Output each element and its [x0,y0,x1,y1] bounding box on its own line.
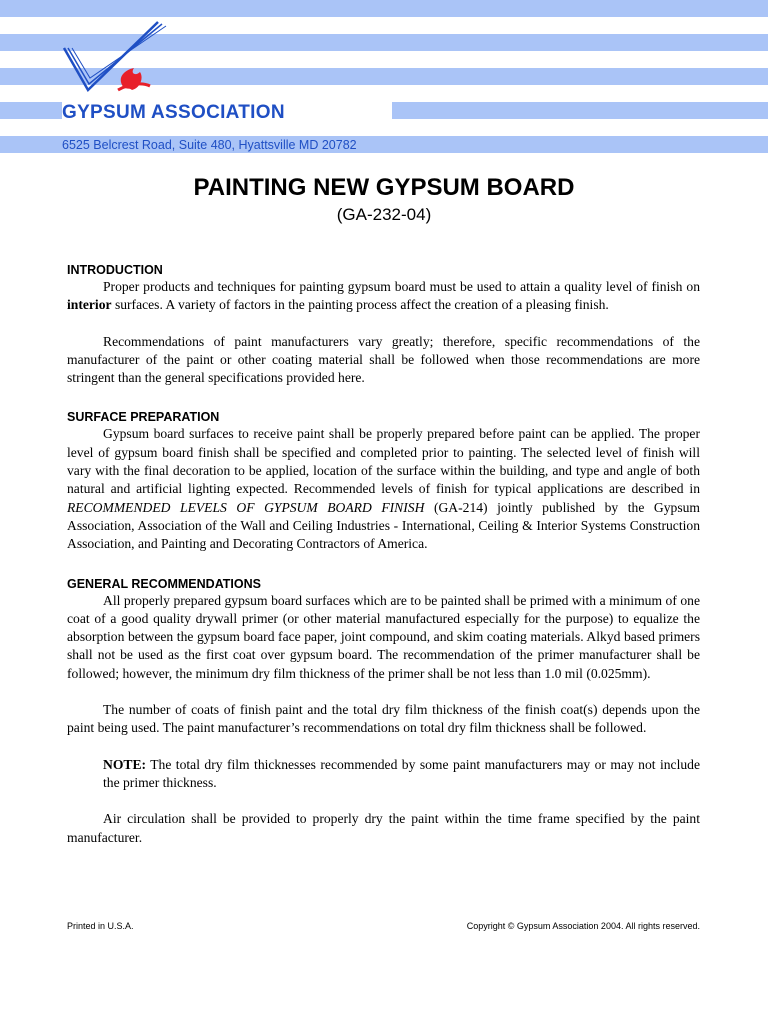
section-heading-surface-preparation: SURFACE PREPARATION [67,410,220,425]
footer-copyright: Copyright © Gypsum Association 2004. All rights reserved. [466,921,700,931]
text-run: (GA-214) jointly published by the Gypsum Association, Association of the Wall and Ceiling Industries - International, Ceiling & Interior Systems Construction Association, and Painting and Decorating Contractors of America. [67,499,700,552]
paragraph: All properly prepared gypsum board surfaces which are to be painted shall be primed with a minimum of one coat of a good quality drywall primer (or other material manufactured especially for the purpose) to equalize the absorption between the gypsum board face paper, joint compound, and skim coating materials. Alkyd based primers shall not be used as the first coat over gypsum board. The recommendation of the primer manufacturer shall be followed; however, the minimum dry film thickness of the primer shall be not less than 1.0 mil (0.025mm). [67,592,700,681]
organization-address: 6525 Belcrest Road, Suite 480, Hyattsville MD 20782 [62,138,357,152]
text-run: The total dry film thicknesses recommended by some paint manufacturers may or may not include the primer thickness. [103,756,700,790]
gypsum-association-logo-icon [58,18,168,98]
bold-text: interior [67,297,112,313]
paragraph [67,278,700,315]
section-heading-introduction: INTRODUCTION [67,263,163,277]
text-run: Gypsum board surfaces to receive paint shall be properly prepared before paint can be applied. The proper level of gypsum board finish shall be specified and completed prior to painting. The selected level of finish will vary with the final decoration to be applied, location of the surface within the building, and type and angle of both natural and artificial lighting expected. Recommended levels of finish for typical applications are described in [67,426,700,497]
document-code: (GA-232-04) [336,205,432,224]
footer-printed: Printed in U.S.A. [67,921,134,931]
document-body [67,262,700,847]
paragraph: Recommendations of paint manufacturers vary greatly; therefore, specific recommendations of the manufacturer of the paint or other coating material shall be followed when those recommendations are more stringent than the general specifications provided here. [67,333,700,386]
paragraph: Air circulation shall be provided to properly dry the paint within the time frame specified by the paint manufacturer. [67,811,700,845]
italic-text: RECOMMENDED LEVELS OF GYPSUM BOARD FINISH [67,499,425,515]
paragraph [67,425,700,553]
text-run: Proper products and techniques for painting gypsum board must be used to attain a quality level of finish on [103,279,700,294]
note-label: NOTE: [103,756,147,772]
text-run: surfaces. A variety of factors in the painting process affect the creation of a pleasing finish. [111,297,609,313]
paragraph: The number of coats of finish paint and the total dry film thickness of the finish coat(s) depends upon the paint being used. The paint manufacturer’s recommendations on total dry film thickness shall be followed. [67,702,700,736]
note-paragraph [67,756,700,793]
organization-name: GYPSUM ASSOCIATION [62,101,392,125]
section-heading-general-recommendations: GENERAL RECOMMENDATIONS [67,576,261,591]
document-title: PAINTING NEW GYPSUM BOARD [193,174,575,201]
